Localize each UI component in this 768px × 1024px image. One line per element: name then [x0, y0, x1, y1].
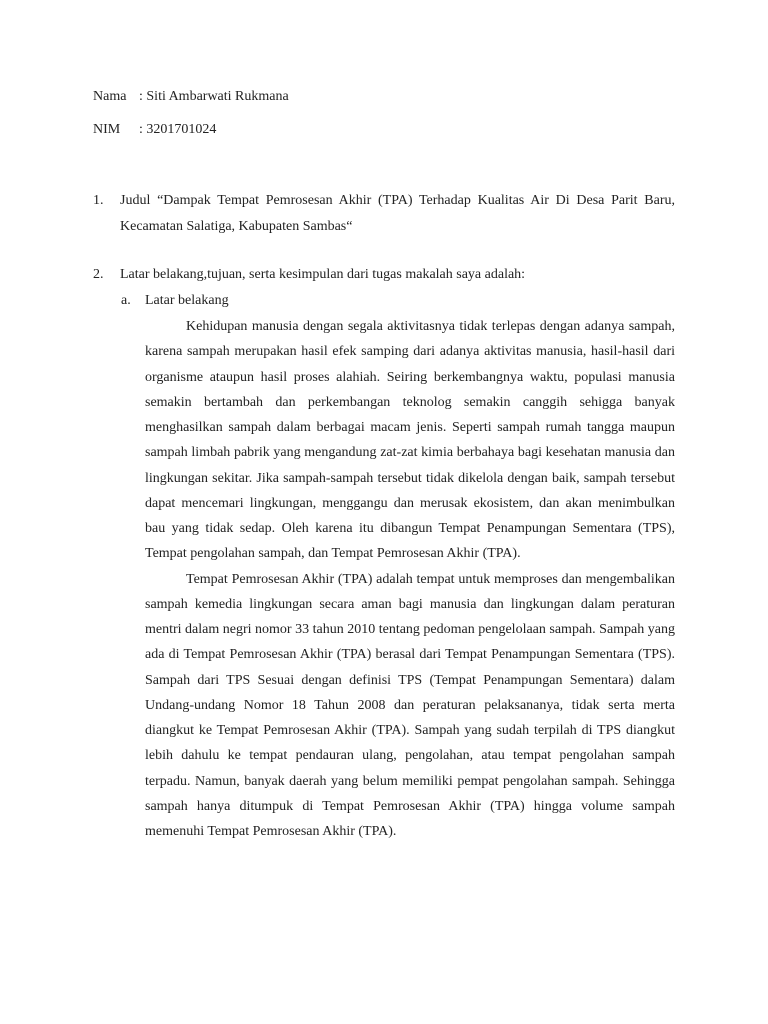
- name-value: : Siti Ambarwati Rukmana: [139, 89, 289, 104]
- subitem-a-letter: a.: [121, 293, 131, 308]
- name-label: Nama: [93, 89, 127, 104]
- subitem-a-title: Latar belakang: [145, 293, 229, 308]
- item-2-number: 2.: [93, 267, 104, 282]
- nim-value: : 3201701024: [139, 122, 217, 137]
- nim-label: NIM: [93, 122, 121, 137]
- item-2-text: Latar belakang,tujuan, serta kesimpulan dari tugas makalah saya adalah:: [120, 267, 526, 282]
- latar-belakang-body: [145, 314, 675, 844]
- paragraph-2: Tempat Pemrosesan Akhir (TPA) adalah tempat untuk memproses dan mengembalikan sampah kemedia lingkungan secara aman bagi manusia dan lingkungan dalam peraturan mentri dalam negri nomor 33 tahun 2010 tentang pedoman pengelolaan sampah. Sampah yang ada di Tempat Pemrosesan Akhir (TPA) berasal dari Tempat Penampungan Sementara (TPS). Sampah dari TPS Sesuai dengan definisi TPS (Tempat Penampungan Sementara) dalam Undang-undang Nomor 18 Tahun 2008 dan peraturan pelaksananya, tidak serta merta diangkut ke Tempat Pemrosesan Akhir (TPA). Sampah yang sudah terpilah di TPS diangkut lebih dahulu ke tempat pendauran ulang, pengolahan, atau tempat pengolahan sampah terpadu. Namun, banyak daerah yang belum memiliki pempat pengolahan sampah. Sehingga sampah hanya ditumpuk di Tempat Pemrosesan Akhir (TPA) hingga volume sampah memenuhi Tempat Pemrosesan Akhir (TPA).: [145, 571, 675, 839]
- paragraph-1: Kehidupan manusia dengan segala aktivitasnya tidak terlepas dengan adanya sampah, karena sampah merupakan hasil efek samping dari adanya aktivitas manusia, hasil-hasil dari organisme ataupun hasil proses alahiah. Seiring berkembangnya waktu, populasi manusia semakin bertambah dan perkembangan teknolog semakin canggih sehigga banyak menghasilkan sampah dalam berbagai macam jenis. Seperti sampah rumah tangga maupun sampah limbah pabrik yang mengandung zat-zat kimia berbahaya bagi kesehatan manusia dan lingkungan sekitar. Jika sampah-sampah tersebut tidak dikelola dengan baik, sampah tersebut dapat mencemari lingkungan, menggangu dan merusak ekosistem, dan akan menimbulkan bau yang tidak sedap. Oleh karena itu dibangun Tempat Penampungan Sementara (TPS), Tempat pengolahan sampah, dan Tempat Pemrosesan Akhir (TPA).: [145, 319, 675, 562]
- item-1-number: 1.: [93, 193, 104, 208]
- item-1-text: Judul “Dampak Tempat Pemrosesan Akhir (TPA) Terhadap Kualitas Air Di Desa Parit Baru, Kecamatan Salatiga, Kabupaten Sambas“: [120, 193, 675, 234]
